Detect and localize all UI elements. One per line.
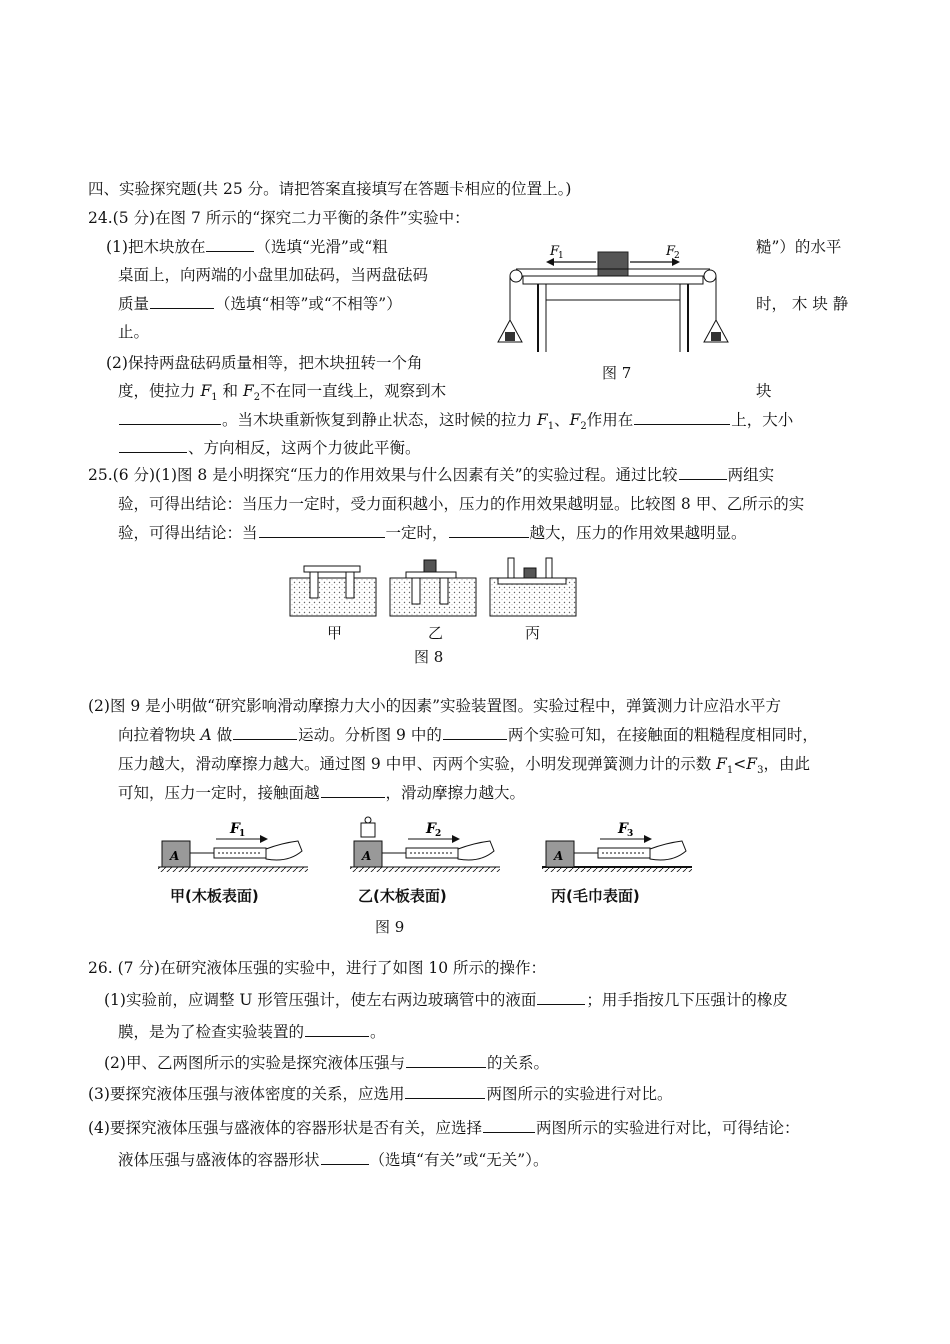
figure-8-label-bing: 丙: [525, 624, 541, 642]
setup-jia: [158, 821, 308, 872]
arrowhead-f1: [546, 258, 554, 266]
q24-p1-line1: (1)把木块放在 （选填“光滑”或“粗: [106, 238, 388, 256]
figure-7-table-diagram: [478, 238, 738, 358]
sponge-yi: [390, 560, 476, 616]
q24-p1-line1-right: 糙”）的水平: [756, 238, 842, 256]
answer-blank[interactable]: [150, 294, 214, 309]
pulley-right: [704, 270, 716, 282]
figure-8-label-jia: 甲: [327, 624, 343, 642]
figure-9-label-jia: 甲(木板表面): [170, 887, 259, 905]
svg-text:2: 2: [674, 251, 680, 261]
q24-p2-line1: (2)保持两盘砝码质量相等，把木块扭转一个角: [106, 354, 423, 372]
figure-9-label-bing: 丙(毛巾表面): [551, 887, 640, 905]
svg-text:1: 1: [239, 829, 246, 839]
q26-heading: 26. (7 分)在研究液体压强的实验中，进行了如图 10 所示的操作：: [88, 959, 547, 977]
sponge-bing: [490, 558, 576, 616]
pulley-left: [510, 270, 522, 282]
svg-text:A: A: [554, 849, 564, 863]
answer-blank[interactable]: [119, 438, 187, 453]
q24-p2-line2: 度，使拉力 $F_1$ 和 $F_2$不在同一直线上，观察到木: [118, 382, 447, 404]
answer-blank[interactable]: [305, 1022, 369, 1037]
figure-8-caption: 图 8: [414, 648, 444, 666]
setup-yi: [350, 817, 500, 872]
figure-9-caption: 图 9: [375, 918, 405, 936]
q25-p2-line3: 压力越大，滑动摩擦力越大。通过图 9 中甲、丙两个实验，小明发现弹簧测力计的示数 $F_1<F_3$，由此: [118, 755, 810, 777]
q26-p3: (3)要探究液体压强与液体密度的关系，应选用 两图所示的实验进行对比。: [88, 1085, 673, 1103]
table-top: [523, 276, 703, 284]
sponge-jia: [290, 566, 376, 616]
q24-heading: 24.(5 分)在图 7 所示的“探究二力平衡的条件”实验中：: [88, 209, 470, 227]
q26-p2: (2)甲、乙两图所示的实验是探究液体压强与 的关系。: [104, 1054, 549, 1072]
answer-blank[interactable]: [405, 1084, 485, 1099]
svg-text:2: 2: [435, 829, 442, 839]
answer-blank[interactable]: [321, 1150, 369, 1165]
q25-line3: 验，可得出结论：当 一定时， 越大，压力的作用效果越明显。: [118, 524, 747, 542]
figure-7-caption: 图 7: [602, 364, 632, 382]
svg-text:F: F: [230, 821, 240, 837]
q25-line2: 验，可得出结论：当压力一定时，受力面积越小，压力的作用效果越明显。比较图 8 甲、乙所示的实: [118, 495, 805, 513]
label-f2: F: [666, 244, 676, 259]
answer-blank[interactable]: [537, 990, 585, 1005]
answer-blank[interactable]: [483, 1118, 535, 1133]
answer-blank[interactable]: [321, 783, 385, 798]
q26-p5: 液体压强与盛液体的容器形状 （选填“有关”或“无关”）。: [118, 1151, 549, 1169]
q24-p1-line3-right: 时， 木 块 静: [756, 295, 849, 313]
wooden-block: [598, 252, 628, 276]
label-f1: F: [550, 244, 560, 259]
section-title: 四、实验探究题(共 25 分。请把答案直接填写在答题卡相应的位置上。): [88, 180, 572, 198]
answer-blank[interactable]: [634, 410, 730, 425]
q25-p2-line1: (2)图 9 是小明做“研究影响滑动摩擦力大小的因素”实验装置图。实验过程中，弹簧测力计应沿水平方: [88, 697, 782, 715]
answer-blank[interactable]: [206, 237, 254, 252]
svg-text:F: F: [426, 821, 436, 837]
svg-text:A: A: [362, 849, 372, 863]
svg-text:A: A: [170, 849, 180, 863]
q25-p2-line4: 可知，压力一定时，接触面越 ，滑动摩擦力越大。: [118, 784, 526, 802]
q26-p1-line1: (1)实验前，应调整 U 形管压强计，使左右两边玻璃管中的液面 ；用手指按几下压强计的橡皮: [104, 991, 788, 1009]
q25-heading: 25.(6 分)(1)图 8 是小明探究“压力的作用效果与什么因素有关”的实验过程。通过比较 两组实: [88, 466, 775, 484]
q24-p1-line2: 桌面上，向两端的小盘里加砝码，当两盘砝码: [118, 266, 429, 284]
answer-blank[interactable]: [259, 523, 385, 538]
q26-p4: (4)要探究液体压强与盛液体的容器形状是否有关，应选择 两图所示的实验进行对比，可得结论：: [88, 1119, 800, 1137]
q24-p2-line4: 、方向相反，这两个力彼此平衡。: [118, 437, 421, 459]
setup-bing: [542, 821, 692, 872]
svg-text:F: F: [618, 821, 628, 837]
weight-left: [505, 332, 515, 341]
q26-p1-line2: 膜，是为了检查实验装置的 。: [118, 1023, 386, 1041]
q25-p2-line2: 向拉着物块 A 做 运动。分析图 9 中的 两个实验可知，在接触面的粗糙程度相同时，: [118, 726, 818, 744]
q24-p2-line3: 。当木块重新恢复到静止状态，这时候的拉力 $F_1$、$F_2$作用在 上，大小: [118, 409, 793, 438]
figure-9-label-yi: 乙(木板表面): [358, 887, 447, 905]
answer-blank[interactable]: [679, 465, 727, 480]
figure-8-sponge-diagram: [288, 556, 578, 618]
svg-text:3: 3: [627, 829, 634, 839]
weight-right: [711, 332, 721, 341]
answer-blank[interactable]: [443, 725, 507, 740]
answer-blank[interactable]: [119, 410, 221, 425]
svg-text:1: 1: [558, 251, 564, 261]
answer-blank[interactable]: [233, 725, 297, 740]
figure-8-label-yi: 乙: [428, 624, 444, 642]
answer-blank[interactable]: [406, 1053, 486, 1068]
q24-p1-line4: 止。: [118, 323, 150, 341]
answer-blank[interactable]: [449, 523, 529, 538]
q24-p2-line2-right: 块: [756, 382, 772, 400]
figure-9-friction-diagram: [158, 815, 698, 875]
q24-p1-line3: 质量 （选填“相等”或“不相等”）: [118, 295, 402, 313]
